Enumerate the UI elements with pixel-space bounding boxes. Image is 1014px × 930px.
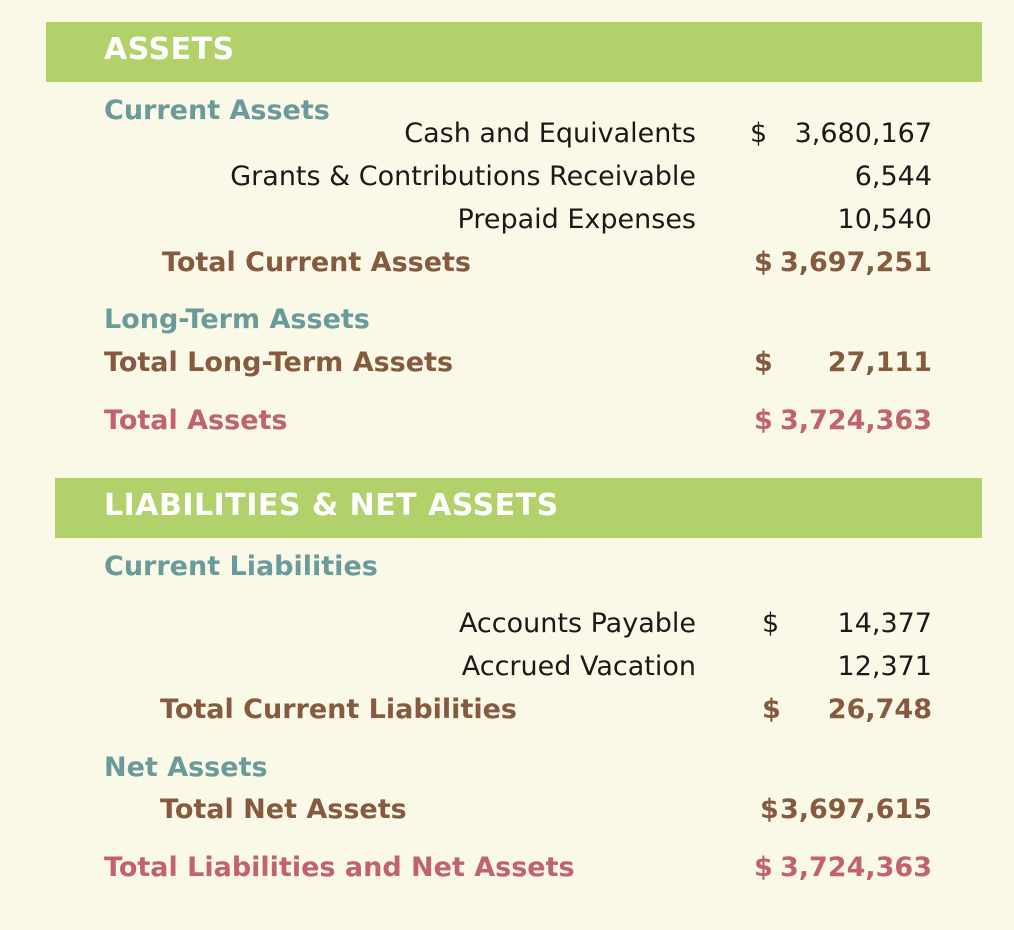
- prepaid-value: 10,540: [837, 204, 932, 235]
- total-current-assets-value: 3,697,251: [779, 247, 932, 278]
- total-current-assets-label: Total Current Assets: [162, 247, 471, 278]
- total-current-assets-currency: $: [754, 247, 773, 278]
- liabilities-header: LIABILITIES & NET ASSETS: [104, 488, 559, 523]
- cash-value: 3,680,167: [794, 118, 932, 149]
- accrued-vacation-label: Accrued Vacation: [461, 651, 696, 682]
- total-net-assets-currency: $: [760, 794, 779, 825]
- current-liabilities-title: Current Liabilities: [104, 551, 378, 582]
- total-liabilities-net-assets-label: Total Liabilities and Net Assets: [104, 852, 575, 883]
- accounts-payable-currency: $: [762, 608, 780, 639]
- total-net-assets-value: 3,697,615: [779, 794, 932, 825]
- total-assets-currency: $: [754, 405, 773, 436]
- total-long-term-assets-label: Total Long-Term Assets: [104, 347, 454, 378]
- cash-label: Cash and Equivalents: [404, 118, 696, 149]
- grants-label: Grants & Contributions Receivable: [230, 161, 696, 192]
- long-term-assets-title: Long-Term Assets: [104, 304, 370, 335]
- total-assets-value: 3,724,363: [779, 405, 932, 436]
- total-long-term-assets-value: 27,111: [827, 347, 932, 378]
- accounts-payable-label: Accounts Payable: [458, 608, 696, 639]
- total-current-liabilities-currency: $: [762, 694, 781, 725]
- total-assets-label: Total Assets: [104, 405, 288, 436]
- prepaid-label: Prepaid Expenses: [457, 204, 696, 235]
- accrued-vacation-value: 12,371: [837, 651, 932, 682]
- grants-value: 6,544: [854, 161, 932, 192]
- cash-currency: $: [750, 118, 768, 149]
- assets-header: ASSETS: [104, 32, 235, 67]
- total-long-term-assets-currency: $: [754, 347, 773, 378]
- total-liabilities-net-assets-value: 3,724,363: [779, 852, 932, 883]
- total-net-assets-label: Total Net Assets: [160, 794, 407, 825]
- current-assets-title: Current Assets: [104, 95, 330, 126]
- total-liabilities-net-assets-currency: $: [754, 852, 773, 883]
- total-current-liabilities-label: Total Current Liabilities: [160, 694, 517, 725]
- accounts-payable-value: 14,377: [837, 608, 932, 639]
- total-current-liabilities-value: 26,748: [827, 694, 932, 725]
- net-assets-title: Net Assets: [104, 752, 268, 783]
